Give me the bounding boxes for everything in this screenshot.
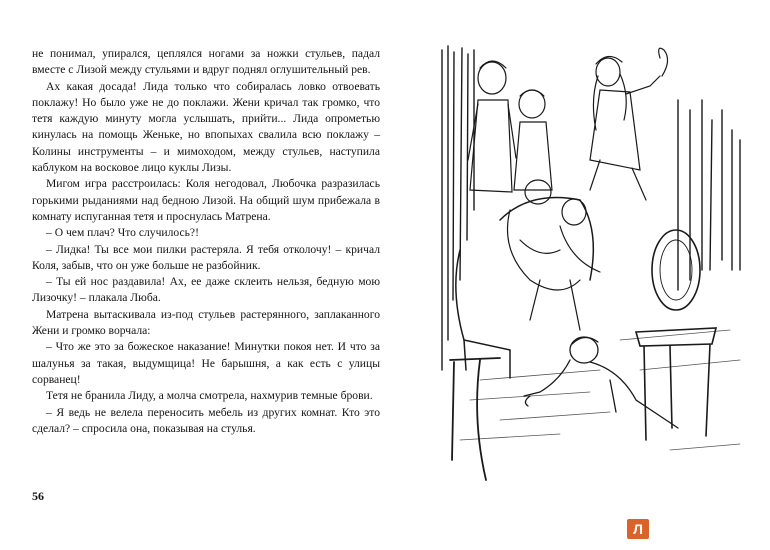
standing-boy (468, 61, 516, 192)
crawling-boy (524, 337, 678, 428)
wall-hatching (442, 46, 740, 370)
paragraph: – О чем плач? Что случилось?! (46, 226, 199, 240)
second-child (514, 90, 552, 190)
illustration (440, 40, 744, 490)
paragraph: Ах какая досада! Лида только что собиралась ловко отвоевать поклажу! Но было уже не до поклажи. Жени кричал так громко, что тетя каждую минуту могла услышать, прийти... Лида опрометью кинулась на помощь Женьке, но впопыхах свалила всю поклажу – Колины инструменты – и мимоходом, между стульев, наступила каблуком на восковое лицо куклы Лизы. (32, 79, 380, 175)
paragraph: Матрена вытаскивала из-под стульев растерянного, заплаканного Жени и громко ворчала: (32, 307, 380, 338)
waving-girl (590, 48, 668, 200)
paragraph: Мигом игра расстроилась: Коля негодовал, Любочка разразилась горькими рыданиями над бедною Лизой. На общий шум прибежала в комнату испуганная тетя и проснулась Матрена. (32, 177, 380, 223)
publisher-badge: Л (627, 519, 649, 539)
table-leg (450, 358, 500, 480)
paragraph: – Лидка! Ты все мои пилки растеряла. Я тебя отколочу! – кричал Коля, забыв, что он уже больше не разбойник. (32, 242, 380, 272)
paragraph: не понимал, упирался, цеплялся ногами за ножки стульев, падал вместе с Лизой между стульями и вдруг поднял оглушительный рев. (32, 47, 380, 77)
paragraph: – Что же это за божеское наказание! Минутки покоя нет. И что за шалунья за такая, выдумщица! Не барышня, а как есть с улицы сорванец! (32, 340, 380, 386)
page-number: 56 (32, 489, 44, 503)
paragraph: Тетя не бранила Лиду, а молча смотрела, нахмурив темные брови. (46, 389, 373, 403)
paragraph: – Ты ей нос раздавила! Ах, ее даже склеить нельзя, бедную мою Лизочку! – плакала Люба. (32, 275, 380, 305)
paragraph: – Я ведь не велела переносить мебель из других комнат. Кто это сделал? – спросила она, показывая на стулья. (32, 405, 380, 435)
text-column (32, 46, 380, 437)
sitting-children (508, 180, 601, 330)
